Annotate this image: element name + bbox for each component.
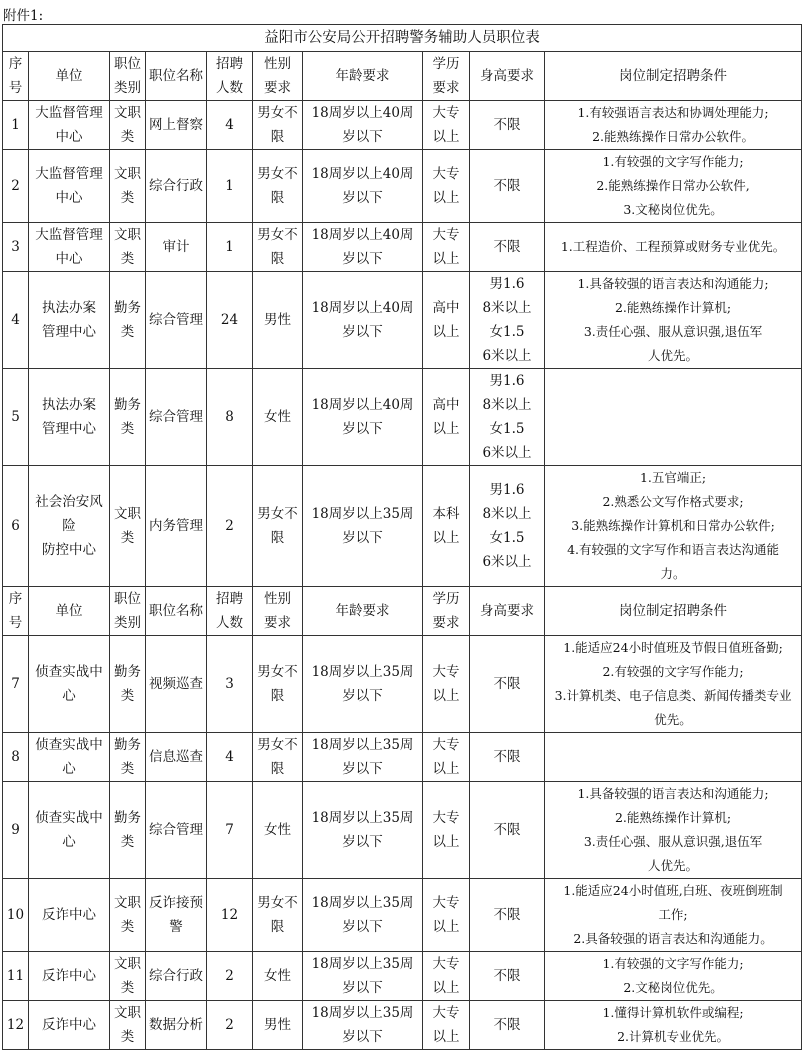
height-cell: 不限 <box>470 952 545 1001</box>
column-header: 招聘 人数 <box>207 52 253 101</box>
gender-cell: 男女不 限 <box>253 466 303 587</box>
position-cell: 综合管理 <box>146 369 207 466</box>
count-cell: 2 <box>207 466 253 587</box>
table-row <box>3 1001 802 1050</box>
condition-line: 1.五官端正; <box>639 470 707 485</box>
height-cell: 不限 <box>470 733 545 782</box>
height-cell: 男1.6 8米以上 女1.5 6米以上 <box>470 466 545 587</box>
row-number: 11 <box>3 952 29 1001</box>
conditions-cell <box>545 733 802 782</box>
unit-cell: 侦查实战中 心 <box>29 733 110 782</box>
unit-cell: 大监督管理 中心 <box>29 101 110 150</box>
count-cell: 24 <box>207 272 253 369</box>
condition-line: 2.有较强的文字写作能力; <box>602 664 744 679</box>
category-cell: 勤务 类 <box>110 782 146 879</box>
category-cell: 文职 类 <box>110 150 146 223</box>
table-row <box>3 101 802 150</box>
category-cell: 文职 类 <box>110 223 146 272</box>
conditions-cell <box>545 223 802 272</box>
condition-line: 2.具备较强的语言表达和沟通能力。 <box>573 931 773 946</box>
row-number: 12 <box>3 1001 29 1050</box>
column-header: 岗位制定招聘条件 <box>545 587 802 636</box>
condition-line: 2.能熟练操作日常办公软件, <box>596 178 750 193</box>
condition-line: 3.文秘岗位优先。 <box>623 202 723 217</box>
gender-cell: 男女不 限 <box>253 636 303 733</box>
category-cell: 文职 类 <box>110 1001 146 1050</box>
condition-line: 1.有较强的文字写作能力; <box>602 154 744 169</box>
position-cell: 综合行政 <box>146 150 207 223</box>
education-cell: 大专 以上 <box>423 782 470 879</box>
condition-line: 3.能熟练操作计算机和日常办公软件; <box>571 518 775 533</box>
table-row <box>3 369 802 466</box>
condition-line: 2.计算机专业优先。 <box>617 1029 729 1044</box>
condition-line: 3.责任心强、服从意识强,退伍军 人优先。 <box>583 324 763 363</box>
position-cell: 反诈接预 警 <box>146 879 207 952</box>
column-header: 学历 要求 <box>423 52 470 101</box>
header-row <box>3 52 802 101</box>
table-title: 益阳市公安局公开招聘警务辅助人员职位表 <box>3 25 802 52</box>
unit-cell: 反诈中心 <box>29 879 110 952</box>
condition-line: 1.有较强语言表达和协调处理能力; <box>577 105 769 120</box>
unit-cell: 侦查实战中 心 <box>29 636 110 733</box>
table-body <box>3 25 802 1050</box>
column-header: 职位名称 <box>146 587 207 636</box>
conditions-cell <box>545 272 802 369</box>
table-row <box>3 150 802 223</box>
table-row <box>3 466 802 587</box>
condition-line: 1.工程造价、工程预算或财务专业优先。 <box>560 239 786 254</box>
age-cell: 18周岁以上35周 岁以下 <box>303 636 423 733</box>
count-cell: 4 <box>207 101 253 150</box>
row-number: 4 <box>3 272 29 369</box>
condition-line: 2.文秘岗位优先。 <box>623 980 723 995</box>
condition-line: 2.能熟练操作计算机; <box>614 300 732 315</box>
gender-cell: 男女不 限 <box>253 150 303 223</box>
age-cell: 18周岁以上40周 岁以下 <box>303 272 423 369</box>
row-number: 8 <box>3 733 29 782</box>
count-cell: 7 <box>207 782 253 879</box>
table-row <box>3 733 802 782</box>
column-header: 序 号 <box>3 52 29 101</box>
category-cell: 勤务 类 <box>110 733 146 782</box>
education-cell: 大专 以上 <box>423 223 470 272</box>
count-cell: 2 <box>207 952 253 1001</box>
column-header: 职位 类别 <box>110 587 146 636</box>
conditions-cell <box>545 150 802 223</box>
height-cell: 不限 <box>470 1001 545 1050</box>
unit-cell: 大监督管理 中心 <box>29 150 110 223</box>
condition-line: 4.有较强的文字写作和语言表达沟通能 力。 <box>567 542 779 581</box>
age-cell: 18周岁以上40周 岁以下 <box>303 150 423 223</box>
education-cell: 本科 以上 <box>423 466 470 587</box>
conditions-cell <box>545 782 802 879</box>
age-cell: 18周岁以上40周 岁以下 <box>303 369 423 466</box>
category-cell: 勤务 类 <box>110 272 146 369</box>
gender-cell: 男性 <box>253 272 303 369</box>
condition-line: 1.懂得计算机软件或编程; <box>602 1005 744 1020</box>
column-header: 单位 <box>29 587 110 636</box>
condition-line: 1.有较强的文字写作能力; <box>602 956 744 971</box>
column-header: 身高要求 <box>470 52 545 101</box>
row-number: 9 <box>3 782 29 879</box>
position-cell: 综合行政 <box>146 952 207 1001</box>
positions-table <box>2 24 802 1050</box>
count-cell: 12 <box>207 879 253 952</box>
conditions-cell <box>545 369 802 466</box>
condition-line: 1.能适应24小时值班及节假日值班备勤; <box>563 640 783 655</box>
age-cell: 18周岁以上35周 岁以下 <box>303 466 423 587</box>
category-cell: 勤务 类 <box>110 369 146 466</box>
education-cell: 高中 以上 <box>423 272 470 369</box>
row-number: 7 <box>3 636 29 733</box>
count-cell: 8 <box>207 369 253 466</box>
position-cell: 视频巡查 <box>146 636 207 733</box>
category-cell: 文职 类 <box>110 952 146 1001</box>
gender-cell: 男女不 限 <box>253 223 303 272</box>
column-header: 单位 <box>29 52 110 101</box>
education-cell: 大专 以上 <box>423 733 470 782</box>
count-cell: 1 <box>207 150 253 223</box>
unit-cell: 执法办案 管理中心 <box>29 272 110 369</box>
column-header: 性别 要求 <box>253 587 303 636</box>
condition-line: 1.具备较强的语言表达和沟通能力; <box>577 786 769 801</box>
age-cell: 18周岁以上35周 岁以下 <box>303 1001 423 1050</box>
education-cell: 大专 以上 <box>423 879 470 952</box>
gender-cell: 男女不 限 <box>253 733 303 782</box>
count-cell: 1 <box>207 223 253 272</box>
count-cell: 2 <box>207 1001 253 1050</box>
conditions-cell <box>545 466 802 587</box>
column-header: 性别 要求 <box>253 52 303 101</box>
age-cell: 18周岁以上35周 岁以下 <box>303 879 423 952</box>
category-cell: 文职 类 <box>110 466 146 587</box>
column-header: 年龄要求 <box>303 587 423 636</box>
conditions-cell <box>545 879 802 952</box>
column-header: 学历 要求 <box>423 587 470 636</box>
header-row <box>3 587 802 636</box>
age-cell: 18周岁以上35周 岁以下 <box>303 733 423 782</box>
age-cell: 18周岁以上40周 岁以下 <box>303 101 423 150</box>
table-row <box>3 223 802 272</box>
count-cell: 3 <box>207 636 253 733</box>
gender-cell: 女性 <box>253 782 303 879</box>
height-cell: 不限 <box>470 879 545 952</box>
title-row <box>3 25 802 52</box>
condition-line: 3.计算机类、电子信息类、新闻传播类专业 优先。 <box>554 688 792 727</box>
age-cell: 18周岁以上40周 岁以下 <box>303 223 423 272</box>
position-cell: 综合管理 <box>146 782 207 879</box>
condition-line: 2.能熟练操作日常办公软件。 <box>592 129 754 144</box>
gender-cell: 男性 <box>253 1001 303 1050</box>
position-cell: 信息巡查 <box>146 733 207 782</box>
position-cell: 数据分析 <box>146 1001 207 1050</box>
conditions-cell <box>545 952 802 1001</box>
conditions-cell <box>545 1001 802 1050</box>
gender-cell: 女性 <box>253 369 303 466</box>
education-cell: 高中 以上 <box>423 369 470 466</box>
category-cell: 勤务 类 <box>110 636 146 733</box>
category-cell: 文职 类 <box>110 101 146 150</box>
category-cell: 文职 类 <box>110 879 146 952</box>
height-cell: 不限 <box>470 223 545 272</box>
row-number: 10 <box>3 879 29 952</box>
table-row <box>3 952 802 1001</box>
column-header: 职位 类别 <box>110 52 146 101</box>
row-number: 1 <box>3 101 29 150</box>
row-number: 2 <box>3 150 29 223</box>
unit-cell: 执法办案 管理中心 <box>29 369 110 466</box>
position-cell: 网上督察 <box>146 101 207 150</box>
height-cell: 不限 <box>470 782 545 879</box>
attachment-label: 附件1: <box>3 8 44 24</box>
education-cell: 大专 以上 <box>423 1001 470 1050</box>
height-cell: 不限 <box>470 150 545 223</box>
conditions-cell <box>545 101 802 150</box>
unit-cell: 社会治安风 险 防控中心 <box>29 466 110 587</box>
education-cell: 大专 以上 <box>423 101 470 150</box>
height-cell: 男1.6 8米以上 女1.5 6米以上 <box>470 369 545 466</box>
unit-cell: 反诈中心 <box>29 952 110 1001</box>
unit-cell: 大监督管理 中心 <box>29 223 110 272</box>
conditions-cell <box>545 636 802 733</box>
condition-line: 3.责任心强、服从意识强,退伍军 人优先。 <box>583 834 763 873</box>
row-number: 5 <box>3 369 29 466</box>
age-cell: 18周岁以上35周 岁以下 <box>303 952 423 1001</box>
education-cell: 大专 以上 <box>423 150 470 223</box>
condition-line: 1.能适应24小时值班,白班、夜班倒班制 工作; <box>563 883 783 922</box>
height-cell: 不限 <box>470 101 545 150</box>
row-number: 6 <box>3 466 29 587</box>
table-row <box>3 636 802 733</box>
condition-line: 2.熟悉公文写作格式要求; <box>602 494 744 509</box>
column-header: 年龄要求 <box>303 52 423 101</box>
unit-cell: 侦查实战中 心 <box>29 782 110 879</box>
column-header: 招聘 人数 <box>207 587 253 636</box>
gender-cell: 男女不 限 <box>253 101 303 150</box>
education-cell: 大专 以上 <box>423 952 470 1001</box>
row-number: 3 <box>3 223 29 272</box>
gender-cell: 男女不 限 <box>253 879 303 952</box>
position-cell: 审计 <box>146 223 207 272</box>
condition-line: 2.能熟练操作计算机; <box>614 810 732 825</box>
condition-line: 1.具备较强的语言表达和沟通能力; <box>577 276 769 291</box>
position-cell: 综合管理 <box>146 272 207 369</box>
position-cell: 内务管理 <box>146 466 207 587</box>
table-row <box>3 879 802 952</box>
age-cell: 18周岁以上35周 岁以下 <box>303 782 423 879</box>
gender-cell: 女性 <box>253 952 303 1001</box>
table-row <box>3 272 802 369</box>
column-header: 身高要求 <box>470 587 545 636</box>
column-header: 序 号 <box>3 587 29 636</box>
table-row <box>3 782 802 879</box>
height-cell: 不限 <box>470 636 545 733</box>
count-cell: 4 <box>207 733 253 782</box>
column-header: 职位名称 <box>146 52 207 101</box>
education-cell: 大专 以上 <box>423 636 470 733</box>
column-header: 岗位制定招聘条件 <box>545 52 802 101</box>
unit-cell: 反诈中心 <box>29 1001 110 1050</box>
height-cell: 男1.6 8米以上 女1.5 6米以上 <box>470 272 545 369</box>
